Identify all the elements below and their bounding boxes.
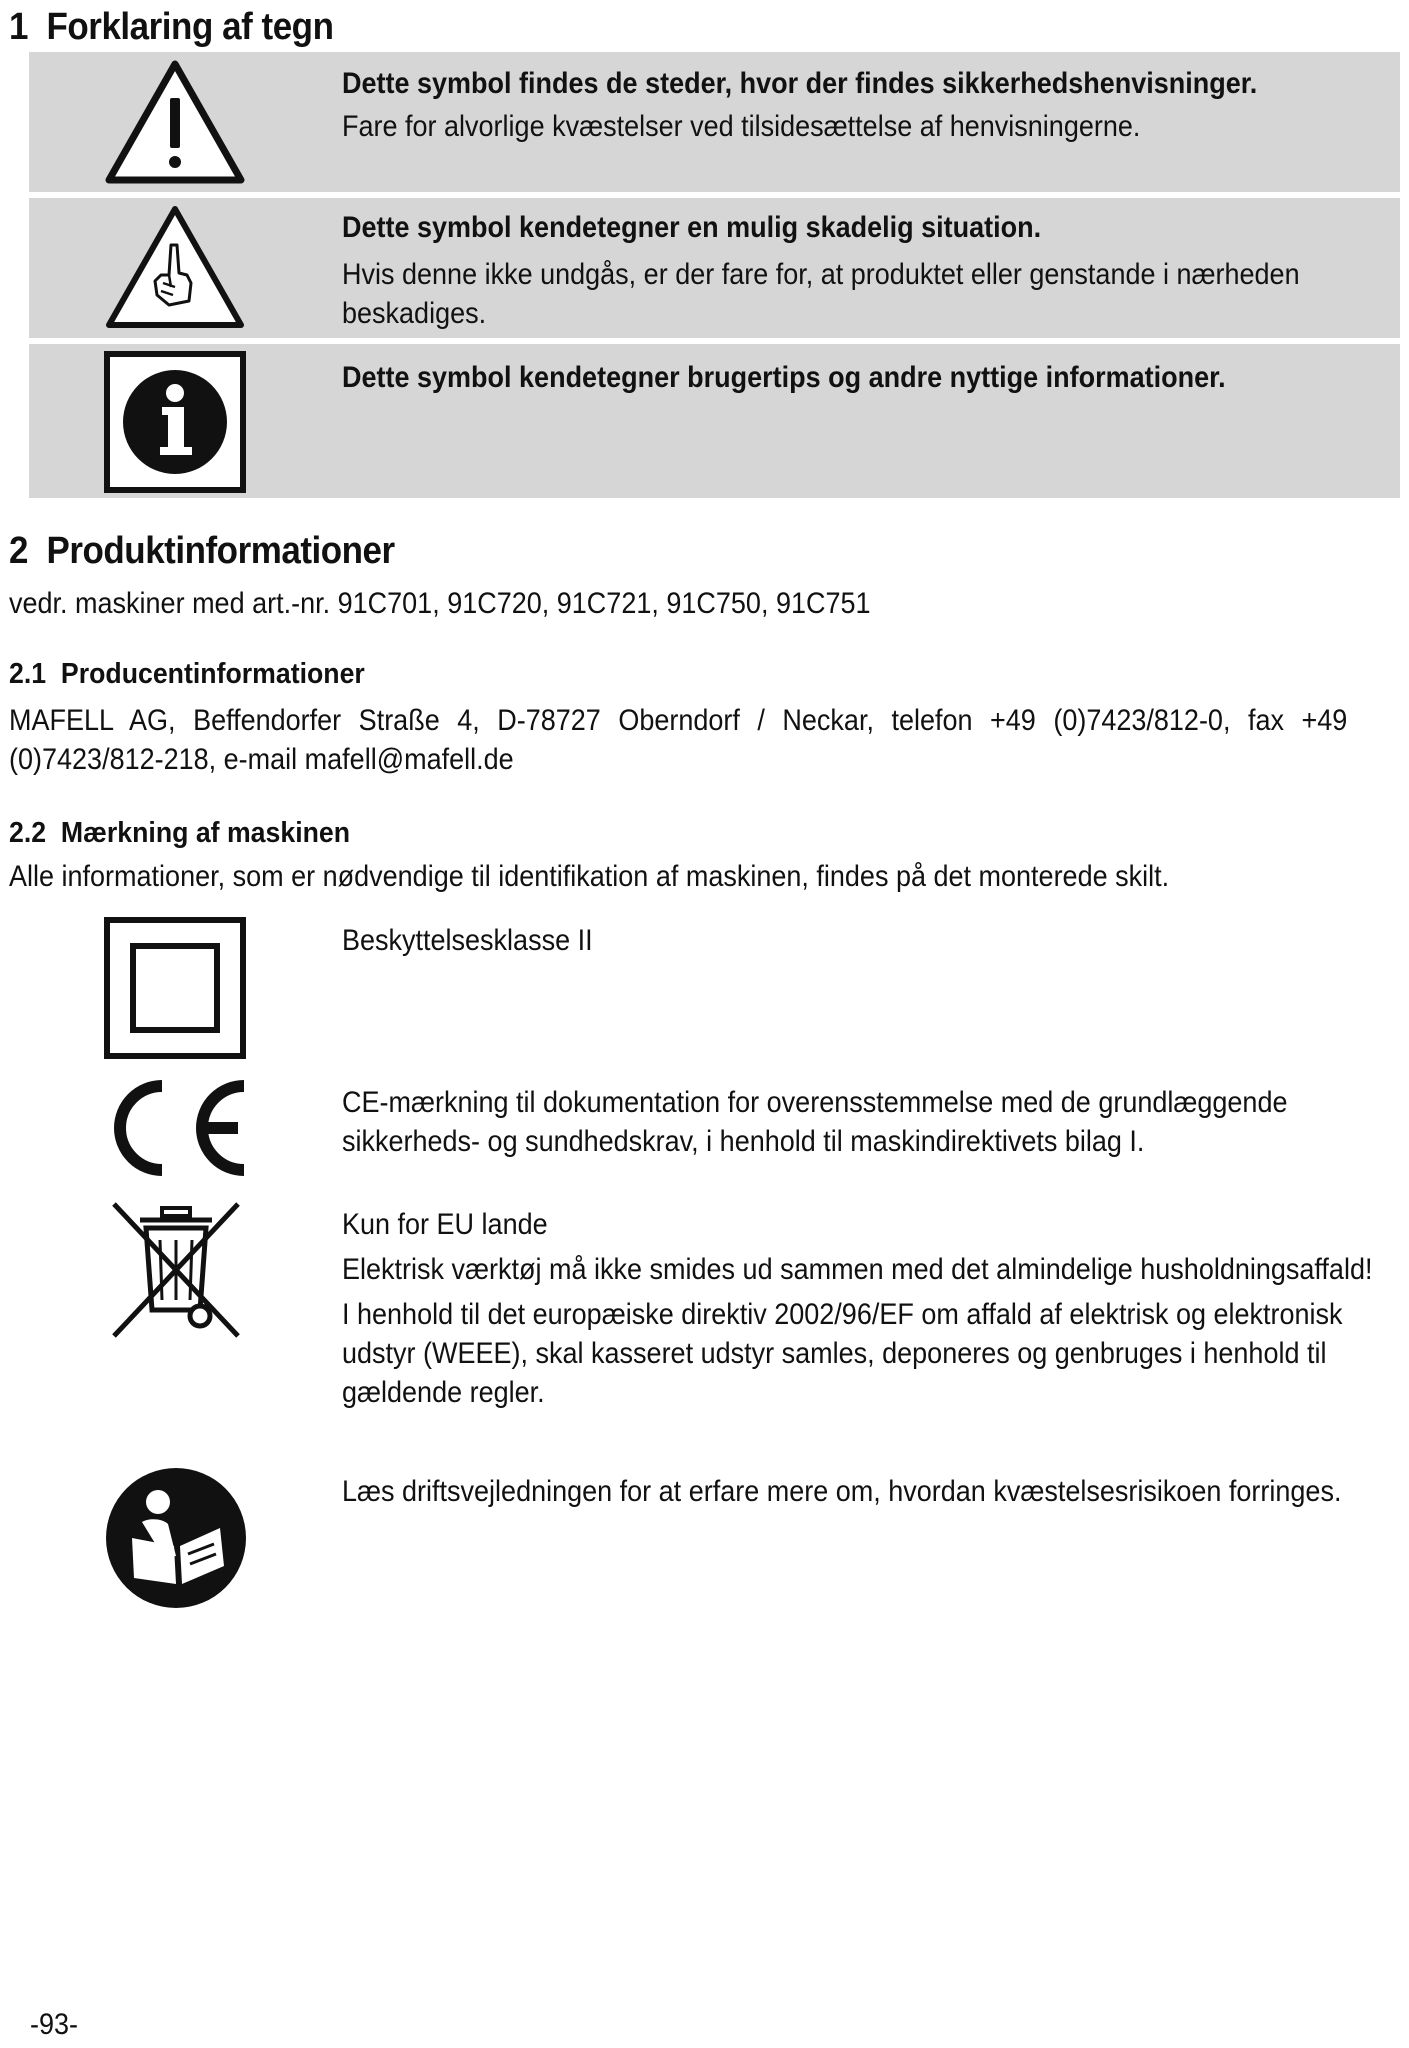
machine-marking-text: Alle informationer, som er nødvendige til identifikation af maskinen, findes på det monterede skilt. (9, 860, 1170, 893)
subsection-2-1-title: Producentinformationer (60, 658, 365, 690)
warning-triangle-icon (103, 58, 247, 188)
ce-mark-icon (104, 1078, 248, 1178)
info-icon (104, 351, 246, 493)
caution-heading: Dette symbol kendetegner en mulig skadelig situation. (342, 211, 1042, 244)
weee-line-3: I henhold til det europæiske direktiv 2002/96/EF om affald af elektrisk og elektronisk udstyr (WEEE), skal kasseret udstyr samles, deponeres og genbruges i henhold til gældende regler. (342, 1298, 1343, 1409)
warning-text: Fare for alvorlige kvæstelser ved tilsidesættelse af henvisningerne. (342, 110, 1141, 143)
subsection-2-2-title: Mærkning af maskinen (60, 817, 351, 849)
section-1-number: 1 (9, 6, 28, 48)
caution-text: Hvis denne ikke undgås, er der fare for, at produktet eller genstande i nærheden beskadiges. (342, 258, 1300, 330)
protection-class-ii-icon (104, 917, 246, 1059)
weee-line-2: Elektrisk værktøj må ikke smides ud sammen med det almindelige husholdningsaffald! (342, 1253, 1373, 1286)
protection-class-text: Beskyttelsesklasse II (342, 924, 593, 957)
section-1-heading (9, 6, 333, 49)
section-2-subtitle: vedr. maskiner med art.-nr. 91C701, 91C720, 91C721, 91C750, 91C751 (9, 587, 871, 620)
subsection-2-2-number: 2.2 (9, 817, 47, 849)
weee-line-1: Kun for EU lande (342, 1208, 548, 1241)
subsection-2-1-number: 2.1 (9, 658, 47, 690)
section-2-heading (9, 530, 395, 573)
subsection-2-1-heading (9, 658, 365, 691)
section-2-title: Produktinformationer (46, 530, 395, 572)
subsection-2-2-heading (9, 817, 350, 850)
read-manual-text: Læs driftsvejledningen for at erfare mere om, hvordan kvæstelsesrisikoen forringes. (342, 1475, 1342, 1508)
page-number: -93- (30, 2008, 79, 2041)
manufacturer-info: MAFELL AG, Beffendorfer Straße 4, D-78727 Oberndorf / Neckar, telefon +49 (0)7423/812-0, fax +49 (0)7423/812-218, e-mail mafell@mafell.de (9, 704, 1348, 776)
section-1-title: Forklaring af tegn (46, 6, 334, 48)
read-manual-icon (104, 1466, 248, 1610)
crossed-bin-weee-icon (110, 1200, 242, 1340)
section-2-number: 2 (9, 530, 28, 572)
caution-hand-triangle-icon (103, 203, 247, 333)
info-heading: Dette symbol kendetegner brugertips og andre nyttige informationer. (342, 361, 1226, 394)
ce-mark-text: CE-mærkning til dokumentation for overensstemmelse med de grundlæggende sikkerheds- og sundhedskrav, i henhold til maskindirektivets bilag I. (342, 1086, 1288, 1158)
warning-heading: Dette symbol findes de steder, hvor der findes sikkerhedshenvisninger. (342, 67, 1258, 100)
